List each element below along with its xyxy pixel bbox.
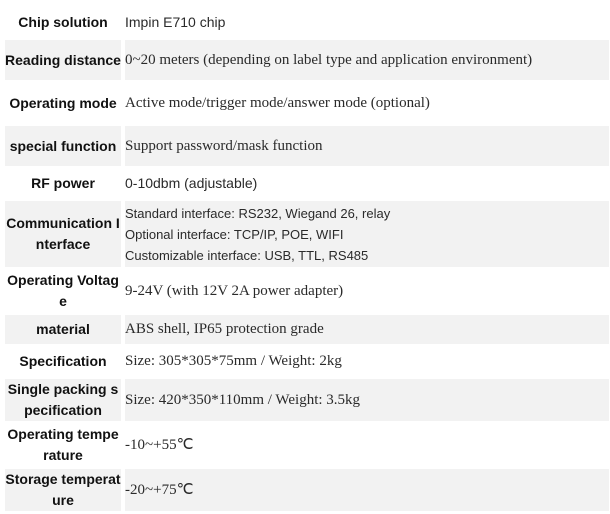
spec-value [125,201,609,267]
spec-value: Support password/mask function [125,126,609,166]
spec-table [5,5,609,514]
spec-value: 0-10dbm (adjustable) [125,175,258,191]
spec-value-line: Optional interface: TCP/IP, POE, WIFI [125,226,344,242]
spec-label: Storage temperature [5,469,125,511]
spec-value: -10~+55℃ [125,436,194,453]
spec-value: -20~+75℃ [125,469,609,511]
spec-row [5,469,609,511]
spec-row [5,126,609,166]
spec-value-line: Standard interface: RS232, Wiegand 26, relay [125,205,391,221]
spec-label: Specification [5,347,125,376]
spec-row [5,83,609,123]
spec-label: RF power [5,169,125,198]
spec-value: Impin E710 chip [125,14,226,30]
spec-label: Reading distance [5,40,125,80]
spec-label: Operating mode [5,83,125,123]
spec-row [5,379,609,421]
spec-value: Active mode/trigger mode/answer mode (optional) [125,94,430,111]
spec-label: Communication Interface [5,201,125,267]
spec-value: ABS shell, IP65 protection grade [125,315,609,344]
spec-row [5,315,609,344]
spec-value: Size: 305*305*75mm / Weight: 2kg [125,353,342,369]
spec-label: Operating Voltage [5,270,125,312]
spec-value: Size: 420*350*110mm / Weight: 3.5kg [125,379,609,421]
spec-label: material [5,315,125,344]
spec-row [5,201,609,267]
spec-label: Single packing specification [5,379,125,421]
spec-value-line: Customizable interface: USB, TTL, RS485 [125,247,369,263]
spec-row [5,270,609,312]
spec-label: Operating temperature [5,424,125,466]
spec-value: 0~20 meters (depending on label type and application environment) [125,40,609,80]
spec-label: Chip solution [5,8,125,37]
spec-row [5,424,609,466]
spec-row [5,8,609,37]
spec-table-body [5,8,609,511]
spec-row [5,169,609,198]
spec-row [5,40,609,80]
spec-row [5,347,609,376]
spec-value: 9-24V (with 12V 2A power adapter) [125,282,344,299]
spec-label: special function [5,126,125,166]
